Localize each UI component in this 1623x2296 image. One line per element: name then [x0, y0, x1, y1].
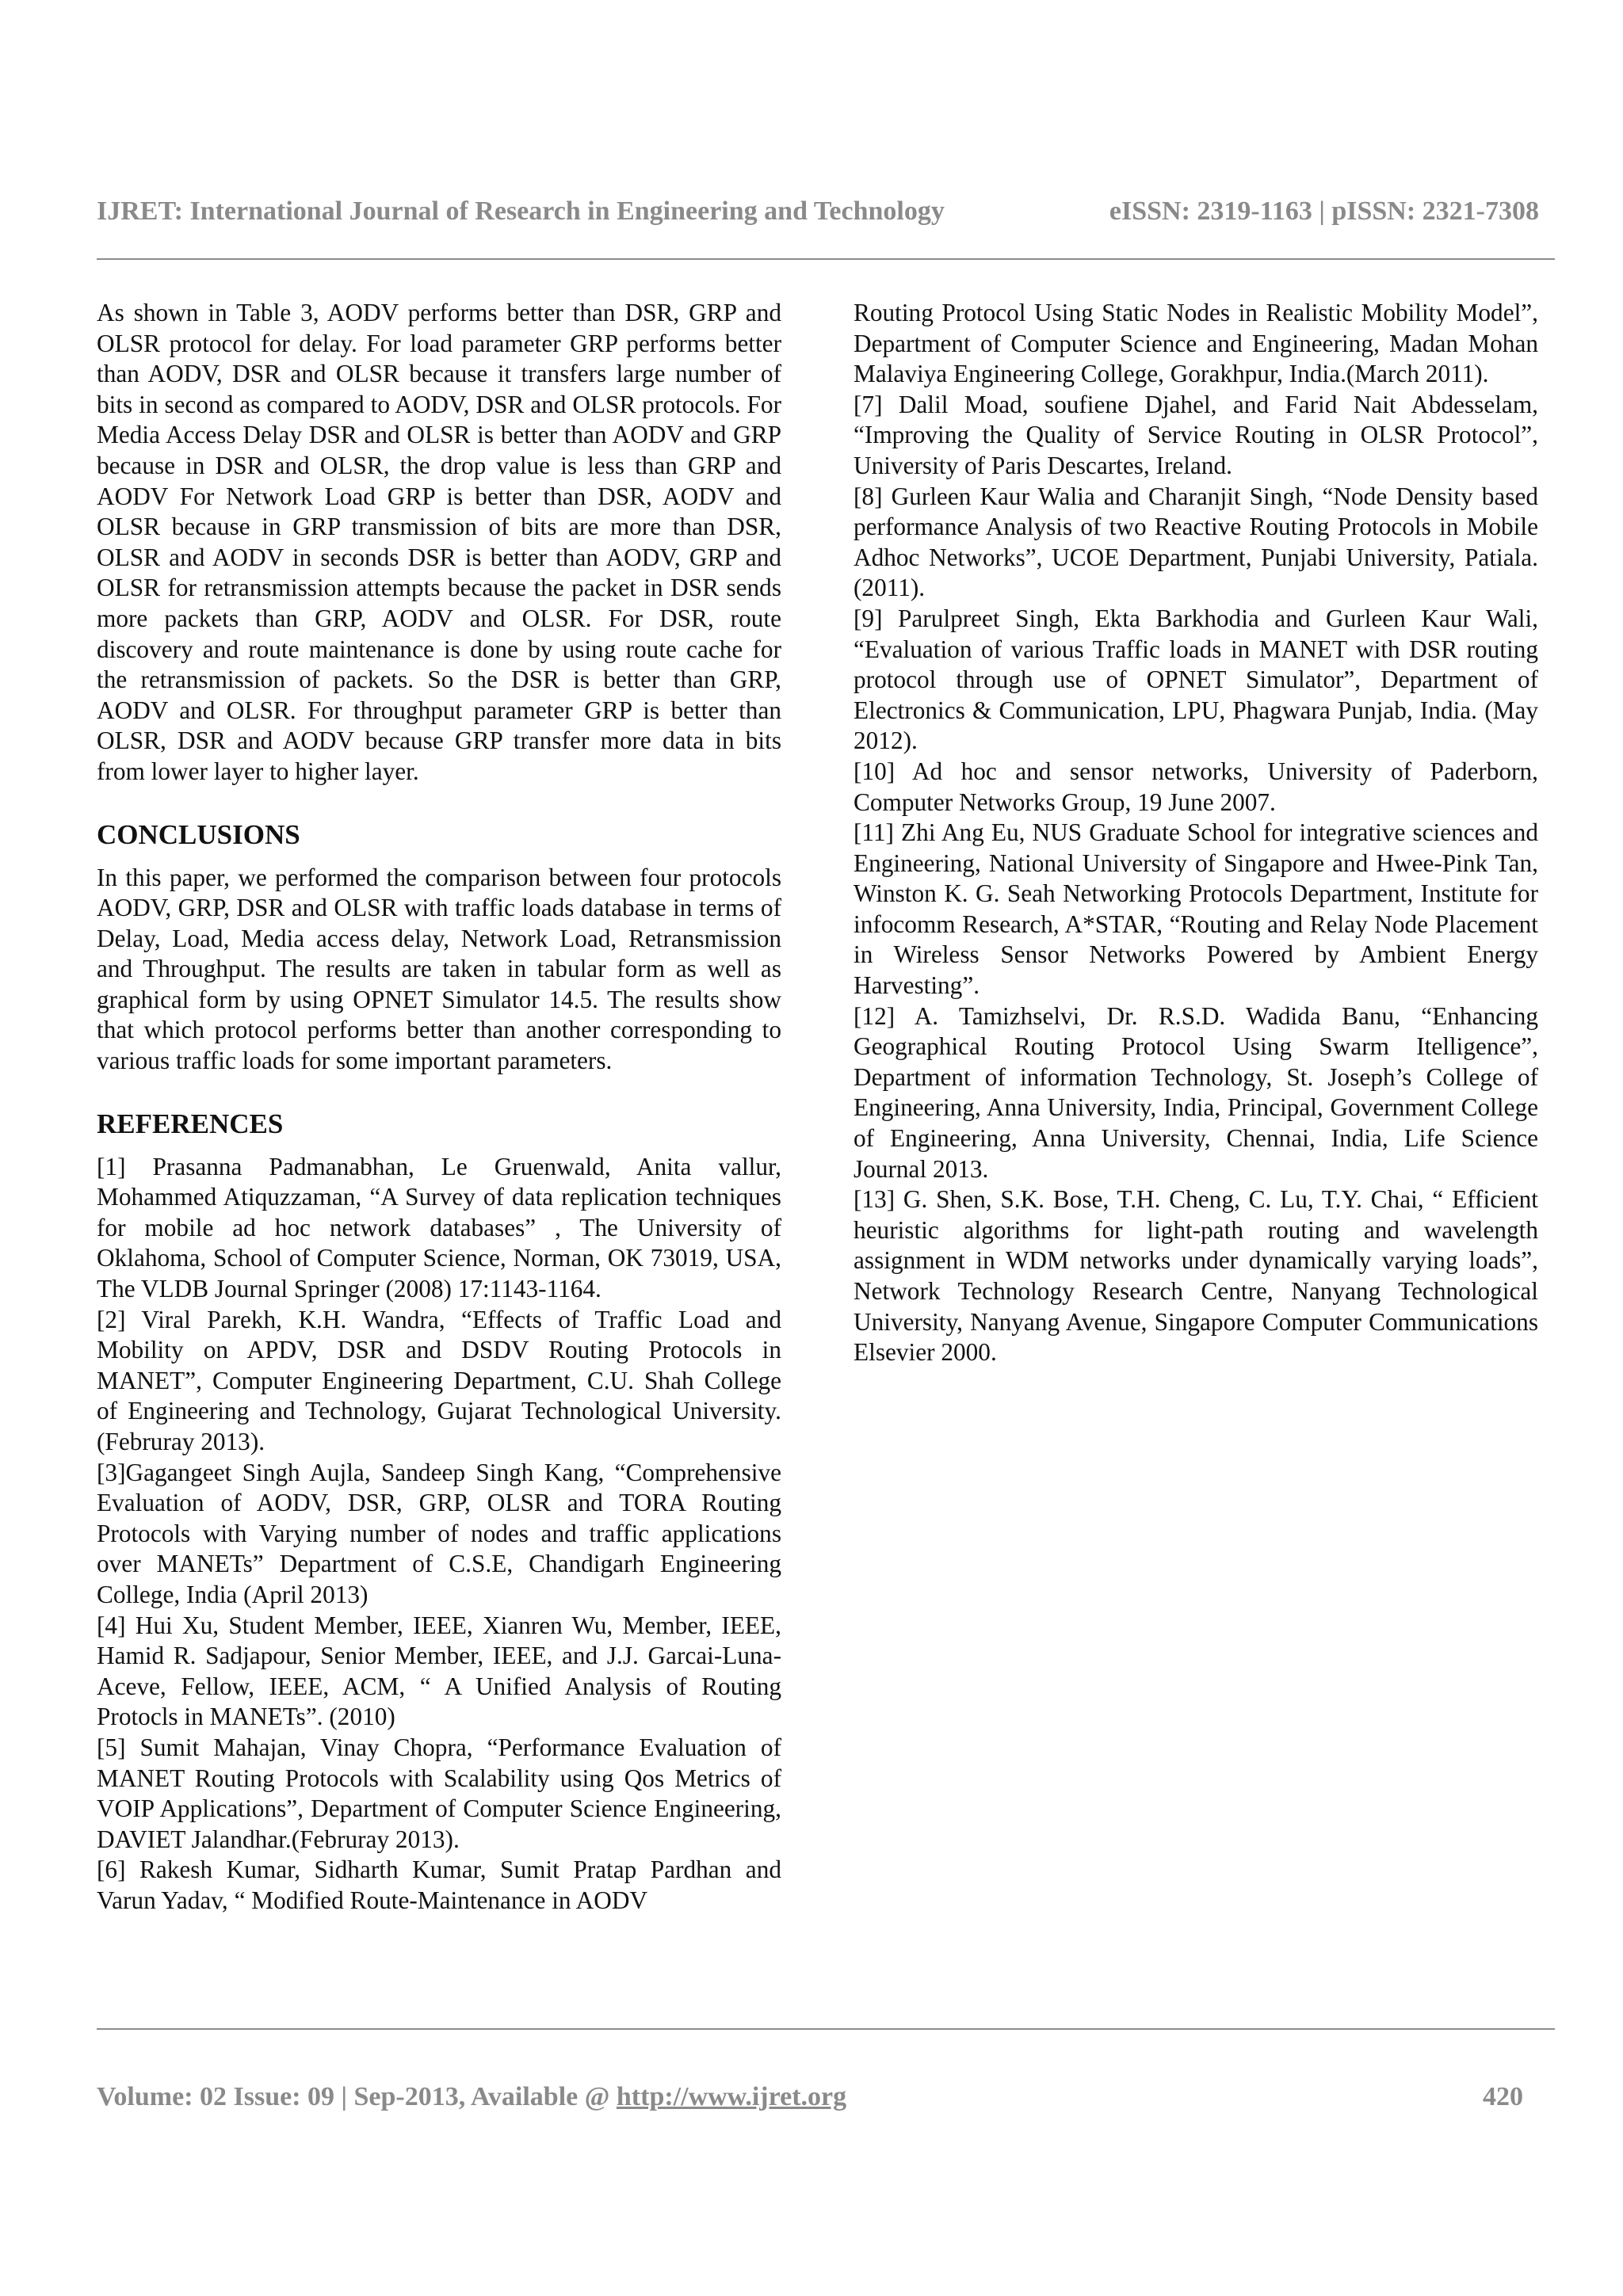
reference-item: [13] G. Shen, S.K. Bose, T.H. Cheng, C. Lu, T.Y. Chai, “ Efficient heuristic algorithms for light-path routing and wavelength assignment in WDM networks under dynamically varying loads”, Network Technology Research Centre, Nanyang Technological University, Nanyang Avenue, Singapore Computer Communications Elsevier 2000.: [854, 1185, 1538, 1367]
page-number: 420: [1483, 2082, 1523, 2111]
reference-item: [11] Zhi Ang Eu, NUS Graduate School for integrative sciences and Engineering, National University of Singapore and Hwee-Pink Tan, Winston K. G. Seah Networking Protocols Department, Institute for infocomm Research, A*STAR, “Routing and Relay Node Placement in Wireless Sensor Networks Powered by Ambient Energy Harvesting”.: [854, 818, 1538, 1000]
references-heading: REFERENCES: [97, 1108, 284, 1139]
reference-item-continued: Routing Protocol Using Static Nodes in Realistic Mobility Model”, Department of Computer Science and Engineering, Madan Mohan Malaviya Engineering College, Gorakhpur, India.(March 2011).: [854, 299, 1538, 388]
journal-link[interactable]: http://www.ijret.org: [616, 2082, 847, 2111]
reference-item: [1] Prasanna Padmanabhan, Le Gruenwald, Anita vallur, Mohammed Atiquzzaman, “A Survey of data replication techniques for mobile ad hoc network databases” , The University of Oklahoma, School of Computer Science, Norman, OK 73019, USA, The VLDB Journal Springer (2008) 17:1143-1164.: [97, 1152, 781, 1303]
conclusions-heading: CONCLUSIONS: [97, 818, 300, 850]
reference-item: [3]Gagangeet Singh Aujla, Sandeep Singh Kang, “Comprehensive Evaluation of AODV, DSR, GRP, OLSR and TORA Routing Protocols with Varying number of nodes and traffic applications over MANETs” Department of C.S.E, Chandigarh Engineering College, India (April 2013): [97, 1458, 781, 1608]
reference-item: [5] Sumit Mahajan, Vinay Chopra, “Performance Evaluation of MANET Routing Protocols with Scalability using Qos Metrics of VOIP Applications”, Department of Computer Science Engineering, DAVIET Jalandhar.(Februray 2013).: [97, 1733, 781, 1853]
issn-info: eISSN: 2319-1163 | pISSN: 2321-7308: [1109, 196, 1539, 226]
reference-item: [10] Ad hoc and sensor networks, University of Paderborn, Computer Networks Group, 19 June 2007.: [854, 757, 1538, 816]
left-column: [97, 298, 781, 1917]
footer-divider: [97, 2028, 1555, 2030]
reference-item: [6] Rakesh Kumar, Sidharth Kumar, Sumit Pratap Pardhan and Varun Yadav, “ Modified Route-Maintenance in AODV: [97, 1855, 781, 1914]
reference-item: [4] Hui Xu, Student Member, IEEE, Xianren Wu, Member, IEEE, Hamid R. Sadjapour, Senior Member, IEEE, and J.J. Garcai-Luna-Aceve, Fellow, IEEE, ACM, “ A Unified Analysis of Routing Protocls in MANETs”. (2010): [97, 1611, 781, 1731]
reference-item: [12] A. Tamizhselvi, Dr. R.S.D. Wadida Banu, “Enhancing Geographical Routing Protocol Using Swarm Itelligence”, Department of information Technology, St. Joseph’s College of Engineering, Anna University, India, Principal, Government College of Engineering, Anna University, Chennai, India, Life Science Journal 2013.: [854, 1001, 1538, 1183]
journal-title: IJRET: International Journal of Research in Engineering and Technology: [97, 196, 945, 226]
conclusions-paragraph: In this paper, we performed the comparison between four protocols AODV, GRP, DSR and OLSR with traffic loads database in terms of Delay, Load, Media access delay, Network Load, Retransmission and Throughput. The results are taken in tabular form as well as graphical form by using OPNET Simulator 14.5. The results show that which protocol performs better than another corresponding to various traffic loads for some important parameters.: [97, 863, 781, 1075]
volume-info: [97, 2082, 846, 2112]
reference-item: [9] Parulpreet Singh, Ekta Barkhodia and Gurleen Kaur Wali, “Evaluation of various Traffic loads in MANET with DSR routing protocol through use of OPNET Simulator”, Department of Electronics & Communication, LPU, Phagwara Punjab, India. (May 2012).: [854, 604, 1538, 755]
volume-text: Volume: 02 Issue: 09 | Sep-2013, Available @: [97, 2082, 617, 2111]
right-column: [854, 298, 1538, 1368]
reference-item: [7] Dalil Moad, soufiene Djahel, and Farid Nait Abdesselam, “Improving the Quality of Service Routing in OLSR Protocol”, University of Paris Descartes, Ireland.: [854, 390, 1538, 479]
results-paragraph: As shown in Table 3, AODV performs better than DSR, GRP and OLSR protocol for delay. For load parameter GRP performs better than AODV, DSR and OLSR because it transfers large number of bits in second as compared to AODV, DSR and OLSR protocols. For Media Access Delay DSR and OLSR is better than AODV and GRP because in DSR and OLSR, the drop value is less than GRP and AODV For Network Load GRP is better than DSR, AODV and OLSR because in GRP transmission of bits are more than DSR, OLSR and AODV in seconds DSR is better than AODV, GRP and OLSR for retransmission attempts because the packet in DSR sends more packets than GRP, AODV and OLSR. For DSR, route discovery and route maintenance is done by using route cache for the retransmission of packets. So the DSR is better than GRP, AODV and OLSR. For throughput parameter GRP is better than OLSR, DSR and AODV because GRP transfer more data in bits from lower layer to higher layer.: [97, 299, 781, 785]
header-divider: [97, 258, 1555, 260]
reference-item: [2] Viral Parekh, K.H. Wandra, “Effects of Traffic Load and Mobility on APDV, DSR and DSDV Routing Protocols in MANET”, Computer Engineering Department, C.U. Shah College of Engineering and Technology, Gujarat Technological University.(Februray 2013).: [97, 1305, 781, 1455]
reference-item: [8] Gurleen Kaur Walia and Charanjit Singh, “Node Density based performance Analysis of two Reactive Routing Protocols in Mobile Adhoc Networks”, UCOE Department, Punjabi University, Patiala.(2011).: [854, 482, 1538, 602]
